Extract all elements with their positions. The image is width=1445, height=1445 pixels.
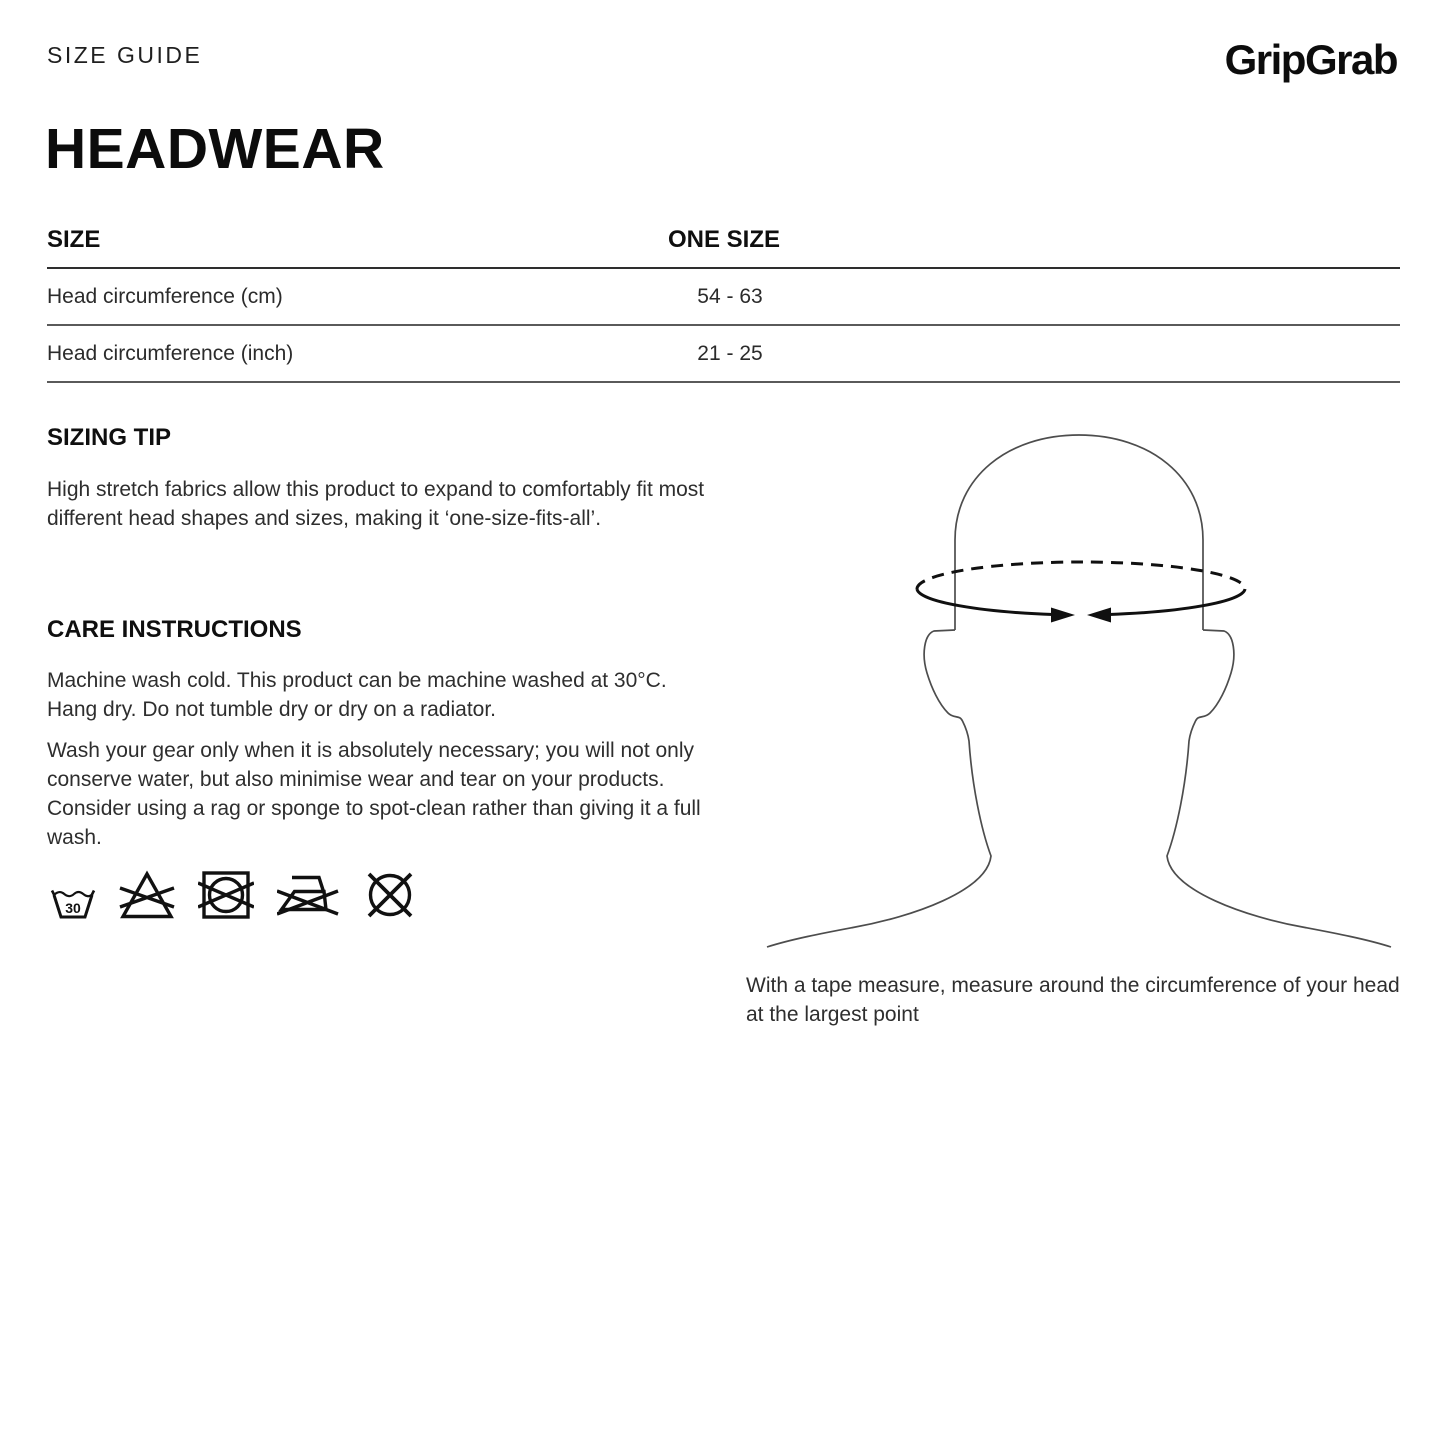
table-row [47, 269, 1400, 326]
do-not-tumble-dry-icon [198, 870, 254, 920]
row-label-inch: Head circumference (inch) [47, 341, 294, 365]
size-table-header-row [47, 226, 1400, 269]
sizing-tip-heading: SIZING TIP [47, 424, 172, 451]
tape-arrow-left-icon [1087, 608, 1111, 623]
sizing-tip-body: High stretch fabrics allow this product to expand to comfortably fit most different head shapes and sizes, making it ‘one-size-fits-all’. [47, 478, 705, 530]
do-not-dry-clean-icon [362, 870, 418, 920]
row-value-cm: 54 - 63 [697, 284, 763, 308]
table-row [47, 326, 1400, 383]
measurement-caption: With a tape measure, measure around the circumference of your head at the largest point [746, 974, 1400, 1026]
head-outline [767, 435, 1391, 947]
care-instructions-heading: CARE INSTRUCTIONS [47, 616, 302, 643]
head-measurement-illustration [740, 428, 1400, 968]
size-table [47, 226, 1400, 383]
one-size-column-header: ONE SIZE [668, 226, 781, 253]
size-column-header: SIZE [47, 226, 101, 253]
do-not-iron-icon [277, 870, 339, 920]
care-instructions-section [47, 616, 719, 852]
care-symbols-row [50, 868, 418, 920]
do-not-bleach-icon [119, 870, 175, 920]
machine-wash-30-icon [50, 888, 96, 920]
page-title: HEADWEAR [45, 117, 385, 181]
care-paragraph: Wash your gear only when it is absolutely necessary; you will not only conserve water, but also minimise wear and tear on your products. Consider using a rag or sponge to spot-clean rather than giving it a full wash. [47, 739, 701, 849]
tape-arrow-right-icon [1051, 608, 1075, 623]
sizing-tip-section [47, 424, 719, 533]
row-value-inch: 21 - 25 [697, 341, 763, 365]
tape-measure-line [917, 562, 1245, 615]
wash-temperature-label: 30 [65, 900, 81, 916]
row-label-cm: Head circumference (cm) [47, 284, 283, 308]
brand-logo: GripGrab [1224, 36, 1397, 83]
care-paragraph: Machine wash cold. This product can be machine washed at 30°C. Hang dry. Do not tumble dry or dry on a radiator. [47, 669, 667, 721]
eyebrow-label: SIZE GUIDE [47, 42, 203, 68]
